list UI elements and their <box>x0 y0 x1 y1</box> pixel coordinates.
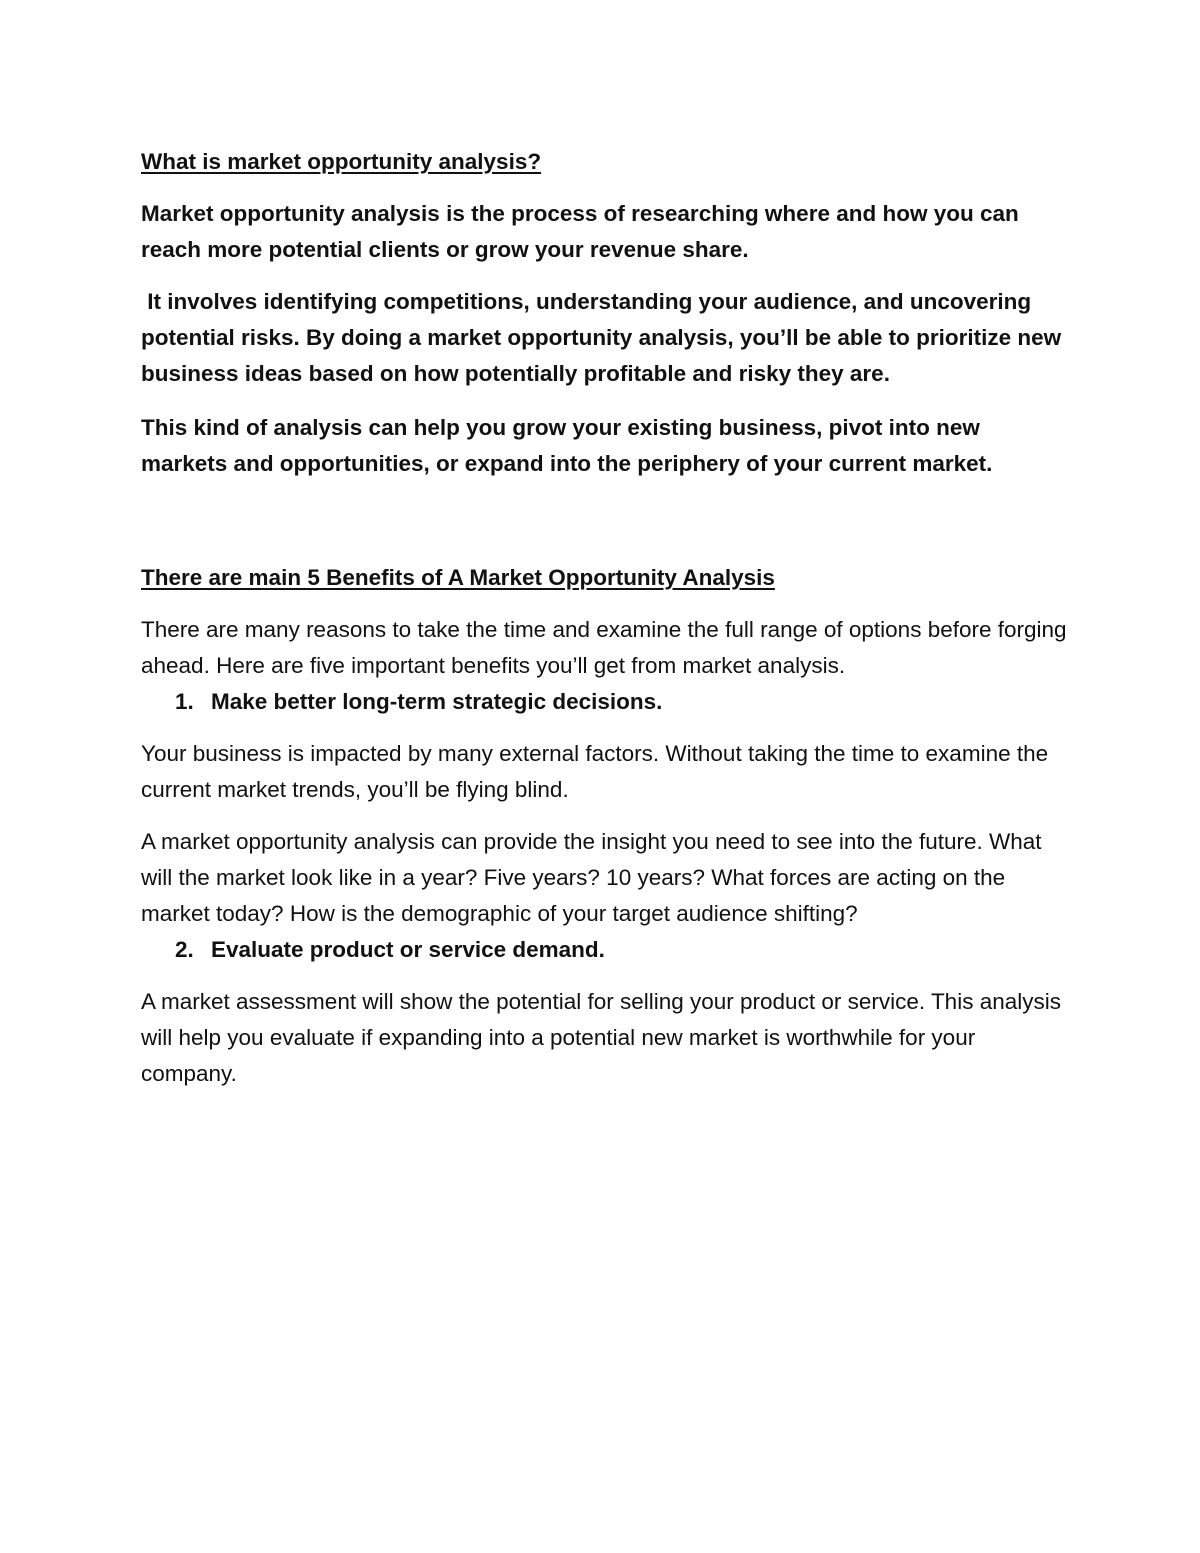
benefit-title: Evaluate product or service demand. <box>211 937 605 962</box>
benefit-item-1 <box>141 684 1071 720</box>
paragraph-definition: Market opportunity analysis is the process of researching where and how you can reach more potential clients or grow your revenue share. <box>141 201 1019 262</box>
paragraph-benefit-1a: Your business is impacted by many external factors. Without taking the time to examine the current market trends, you’ll be flying blind. <box>141 741 1049 802</box>
section-heading-market-opportunity: What is market opportunity analysis? <box>141 149 542 174</box>
paragraph-benefit-2a: A market assessment will show the potential for selling your product or service. This analysis will help you evaluate if expanding into a potential new market is worthwhile for your company. <box>141 989 1061 1086</box>
list-number: 1. <box>175 689 194 714</box>
document-body <box>141 144 1071 1092</box>
paragraph-benefits-intro: There are many reasons to take the time and examine the full range of options before forging ahead. Here are five important benefits you’ll get from market analysis. <box>141 617 1067 678</box>
benefit-item-2 <box>141 932 1071 968</box>
benefit-title: Make better long-term strategic decisions. <box>211 689 663 714</box>
paragraph-involves: It involves identifying competitions, understanding your audience, and uncovering potential risks. By doing a market opportunity analysis, you’ll be able to prioritize new business ideas based on how potentially profitable and risky they are. <box>141 289 1068 386</box>
list-number: 2. <box>175 937 194 962</box>
paragraph-growth: This kind of analysis can help you grow your existing business, pivot into new markets and opportunities, or expand into the periphery of your current market. <box>141 415 993 476</box>
section-heading-benefits: There are main 5 Benefits of A Market Opportunity Analysis <box>141 565 775 590</box>
paragraph-benefit-1b: A market opportunity analysis can provide the insight you need to see into the future. What will the market look like in a year? Five years? 10 years? What forces are acting on the market today? How is the demographic of your target audience shifting? <box>141 829 1042 926</box>
